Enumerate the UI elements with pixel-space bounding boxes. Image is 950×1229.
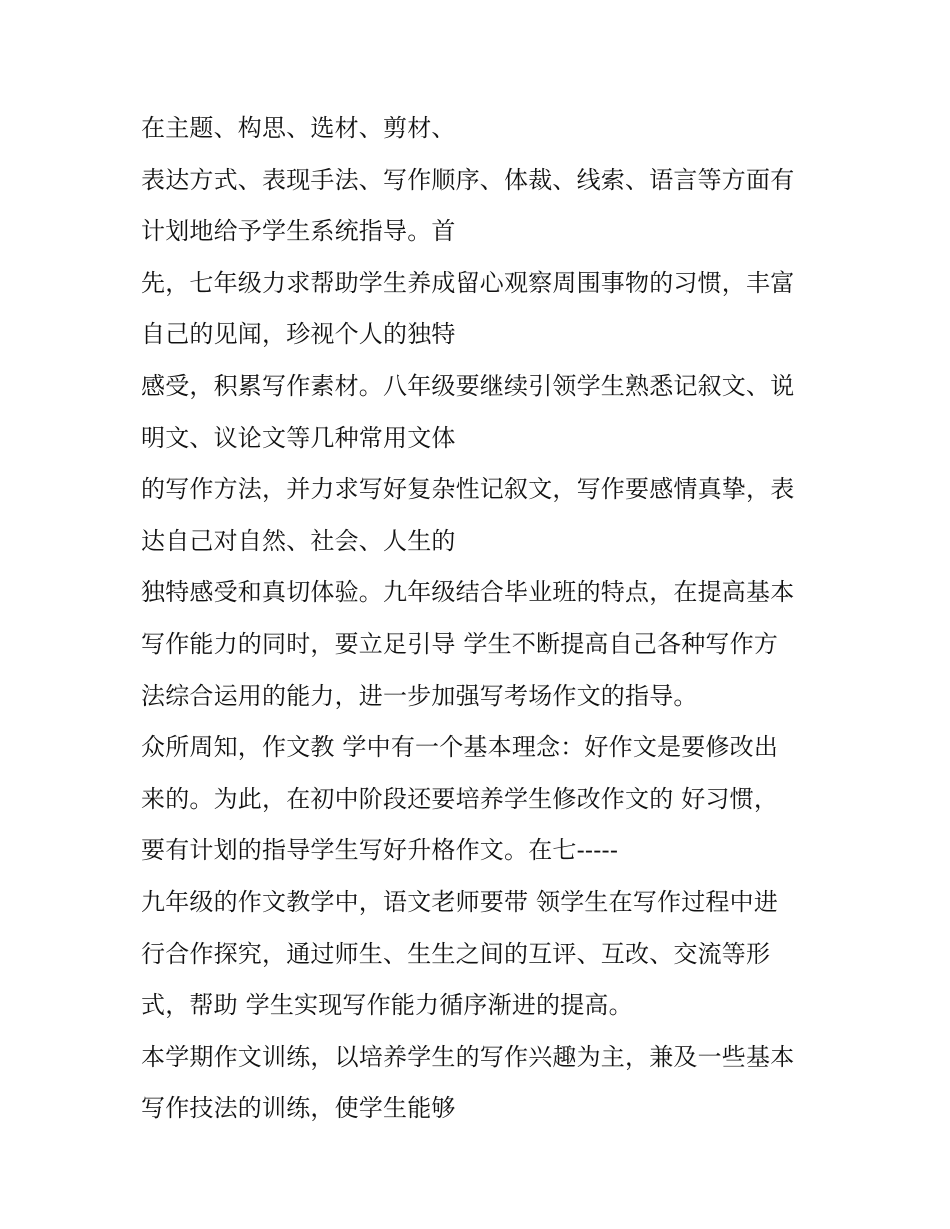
text-line: 行合作探究，通过师生、生生之间的互评、互改、交流等形 — [141, 939, 771, 968]
document-body — [141, 108, 821, 1140]
text-line: 先，七年级力求帮助学生养成留心观察周围事物的习惯，丰富 — [141, 268, 795, 297]
text-line: 自己的见闻，珍视个人的独特 — [141, 320, 456, 349]
text-line: 众所周知，作文教 学中有一个基本理念：好作文是要修改出 — [141, 733, 779, 762]
text-line: 写作能力的同时，要立足引导 学生不断提高自己各种写作方 — [141, 629, 779, 658]
text-line: 来的。为此，在初中阶段还要培养学生修改作文的 好习惯， — [141, 784, 779, 813]
text-line: 表达方式、表现手法、写作顺序、体裁、线索、语言等方面有 — [141, 165, 795, 194]
text-line: 要有计划的指导学生写好升格作文。在七----- — [141, 836, 619, 865]
text-line: 的写作方法，并力求写好复杂性记叙文，写作要感情真挚，表 — [141, 475, 795, 504]
text-line: 写作技法的训练，使学生能够 — [141, 1094, 456, 1123]
text-line: 在主题、构思、选材、剪材、 — [141, 114, 456, 142]
text-line: 式，帮助 学生实现写作能力循序渐进的提高。 — [141, 991, 633, 1020]
text-line: 独特感受和真切体验。九年级结合毕业班的特点，在提高基本 — [141, 578, 795, 607]
text-line: 九年级的作文教学中，语文老师要带 领学生在写作过程中进 — [141, 887, 779, 916]
text-line: 法综合运用的能力，进一步加强写考场作文的指导。 — [141, 681, 698, 710]
text-line: 本学期作文训练，以培养学生的写作兴趣为主，兼及一些基本 — [141, 1042, 795, 1071]
text-line: 计划地给予学生系统指导。首 — [141, 217, 456, 246]
text-line: 明文、议论文等几种常用文体 — [141, 423, 456, 452]
text-line: 达自己对自然、社会、人生的 — [141, 526, 456, 555]
text-line: 感受，积累写作素材。八年级要继续引领学生熟悉记叙文、说 — [141, 371, 795, 400]
